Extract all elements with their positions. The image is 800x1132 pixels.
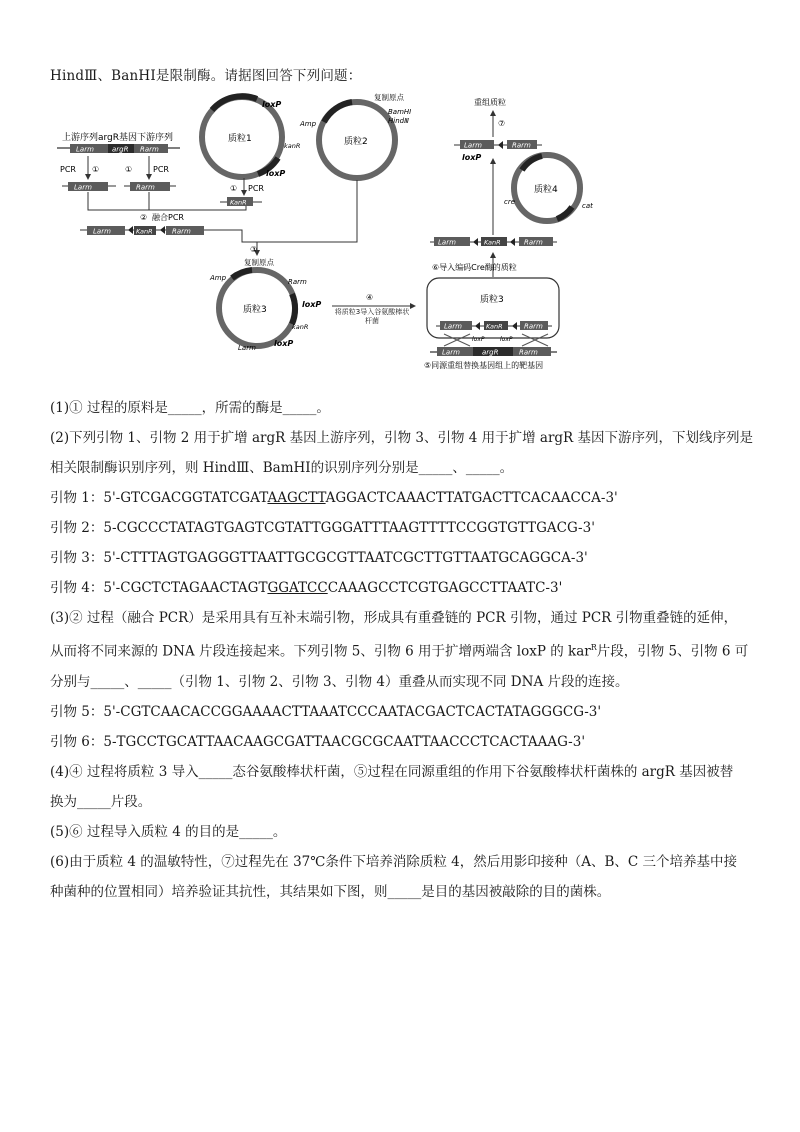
svg-text:Larm: Larm [444, 322, 462, 331]
bamhi-site: GGATCC [267, 580, 328, 596]
question-1: (1)① 过程的原料是_____，所需的酶是_____。 [50, 400, 330, 416]
recombinant-label: 重组质粒 [474, 98, 506, 107]
question-5: (5)⑥ 过程导入质粒 4 的目的是_____。 [50, 823, 287, 840]
svg-text:Rarm: Rarm [172, 227, 191, 236]
argr-label: argR [112, 145, 129, 154]
loxp-label-1b: loxP [266, 169, 286, 178]
amp-label-3: Amp [210, 274, 227, 282]
gene-editing-diagram [52, 92, 752, 382]
question-4-line1: (4)④ 过程将质粒 3 导入_____态谷氨酸棒状杆菌，⑤过程在同源重组的作用下谷氨酸棒状杆菌株的 argR 基因被替 [50, 763, 734, 780]
cre-label: cre [504, 198, 516, 206]
loxp-label-1a: loxP [262, 100, 282, 109]
svg-text:KanR: KanR [486, 322, 503, 331]
loxp-triangle [128, 226, 133, 234]
primer-3: 引物 3：5'-CTTTAGTGAGGGTTAATTGCGCGTTAATCGCTTGTTAATGCAGGCA-3' [50, 550, 588, 566]
plasmid-1 [202, 96, 300, 178]
plasmid4-label: 质粒4 [534, 185, 558, 195]
bamhi-label: BamHⅠ [388, 108, 412, 116]
step1-kan: ① [230, 184, 238, 193]
intro-text: HindⅢ、BanHⅠ是限制酶。请据图回答下列问题： [50, 68, 362, 84]
svg-text:Larm: Larm [74, 183, 92, 192]
amp-label-2: Amp [300, 120, 317, 128]
svg-text:argR: argR [482, 348, 499, 357]
svg-text:KanR: KanR [484, 238, 501, 247]
plasmid2-label: 质粒2 [344, 137, 368, 147]
primer-4: 引物 4：5'-CGCTCTAGAACTAGTGGATCCCAAAGCCTCGTGAGCCTTAATC-3' [50, 580, 563, 596]
genome-header: 上游序列argR基因下游序列 [62, 133, 174, 143]
rarm-label: Rarm [140, 145, 159, 154]
step6-caption: ⑥导入编码Cre酶的质粒 [432, 263, 517, 272]
rarm-label-3: Rarm [288, 278, 307, 286]
cat-label: cat [582, 202, 593, 210]
plasmid3b-label: 质粒3 [480, 295, 504, 305]
question-4-line2: 换为_____片段。 [50, 793, 152, 810]
svg-text:Rarm: Rarm [524, 322, 543, 331]
primer-1: 引物 1：5'-GTCGACGGTATCGATAAGCTTAGGACTCAAACTTATGACTTCACAACCA-3' [50, 490, 618, 506]
primer-2: 引物 2：5-CGCCCTATAGTGAGTCGTATTGGGATTTAAGTTTTCCGGTGTTGACG-3' [50, 520, 595, 536]
svg-text:Rarm: Rarm [136, 183, 155, 192]
step4-label: ④ [366, 293, 374, 302]
plasmid-2 [299, 92, 411, 178]
plasmid1-label: 质粒1 [228, 134, 252, 144]
svg-text:Larm: Larm [464, 141, 482, 150]
ori-label-2: 复制原点 [374, 93, 404, 102]
step1-left: ① [92, 165, 100, 174]
hindiii-label: HindⅢ [388, 117, 409, 125]
pcr-label-kan: PCR [248, 184, 264, 193]
kan-label-3: kanR [292, 323, 309, 331]
question-6-line2: 种菌种的位置相同）培养验证其抗性，其结果如下图，则_____是目的基因被敲除的目的菌株。 [50, 883, 611, 900]
loxp-final: loxP [462, 153, 482, 162]
svg-text:Rarm: Rarm [524, 238, 543, 247]
question-3-line2: 从而将不同来源的 DNA 片段连接起来。下列引物 5、引物 6 用于扩增两端含 loxP 的 kar$^R$片段，引物 5、引物 6 可 [50, 643, 749, 660]
svg-text:Larm: Larm [93, 227, 111, 236]
plasmid-3 [209, 257, 321, 352]
step4-text: 将质粒3导入谷氨酸棒状杆菌 [334, 308, 410, 325]
question-6-line1: (6)由于质粒 4 的温敏特性，⑦过程先在 37℃条件下培养消除质粒 4，然后用影印接种（A、B、C 三个培养基中接 [50, 853, 738, 870]
loxp-label-3a: loxP [302, 300, 322, 309]
loxp-triangle [160, 226, 165, 234]
step7-label: ⑦ [498, 119, 506, 128]
kan-label-1: kanR [284, 142, 301, 150]
step5-caption: ⑤同源重组替换基因组上的靶基因 [424, 361, 544, 370]
larm-label-3: Larm [238, 344, 256, 352]
ori-label-3: 复制原点 [244, 258, 274, 267]
svg-text:Rarm: Rarm [512, 141, 531, 150]
question-3-line3: 分别与_____、_____（引物 1、引物 2、引物 3、引物 4）重叠从而实现不同 DNA 片段的连接。 [50, 673, 629, 690]
plasmid-4 [504, 155, 593, 221]
pcr-label-left: PCR [60, 165, 76, 174]
question-block [50, 393, 755, 907]
svg-text:loxP: loxP [472, 336, 485, 343]
fusion-pcr-label: 融合PCR [152, 213, 184, 222]
svg-text:Larm: Larm [438, 238, 456, 247]
step2-label: ② [140, 213, 148, 222]
primer-5: 引物 5：5'-CGTCAACACCGGAAAACTTAAATCCCAATACGACTCACTATAGGGCG-3' [50, 703, 602, 720]
plasmid3-label: 质粒3 [243, 305, 267, 315]
step1-right: ① [125, 165, 133, 174]
svg-text:KanR: KanR [230, 198, 247, 207]
question-2-line2: 相关限制酶识别序列，则 HindⅢ、BamHⅠ的识别序列分别是_____、_____。 [50, 460, 514, 476]
step3-label: ③ [250, 245, 258, 254]
pcr-label-right: PCR [153, 165, 169, 174]
primer-6: 引物 6：5-TGCCTGCATTAACAAGCGATTAACGCGCAATTAACCCTCACTAAAG-3' [50, 733, 586, 750]
svg-text:KanR: KanR [136, 227, 153, 236]
svg-text:loxP: loxP [500, 336, 513, 343]
larm-label: Larm [76, 145, 94, 154]
hindiii-site: AAGCTT [267, 490, 326, 506]
svg-text:Larm: Larm [442, 348, 460, 357]
loxp-label-3b: loxP [274, 339, 294, 348]
question-3-line1: (3)② 过程（融合 PCR）是采用具有互补末端引物，形成具有重叠链的 PCR 引物，通过 PCR 引物重叠链的延伸， [50, 610, 738, 626]
question-2-line1: (2)下列引物 1、引物 2 用于扩增 argR 基因上游序列，引物 3、引物 4 用于扩增 argR 基因下游序列，下划线序列是 [50, 430, 754, 446]
svg-text:Rarm: Rarm [519, 348, 538, 357]
